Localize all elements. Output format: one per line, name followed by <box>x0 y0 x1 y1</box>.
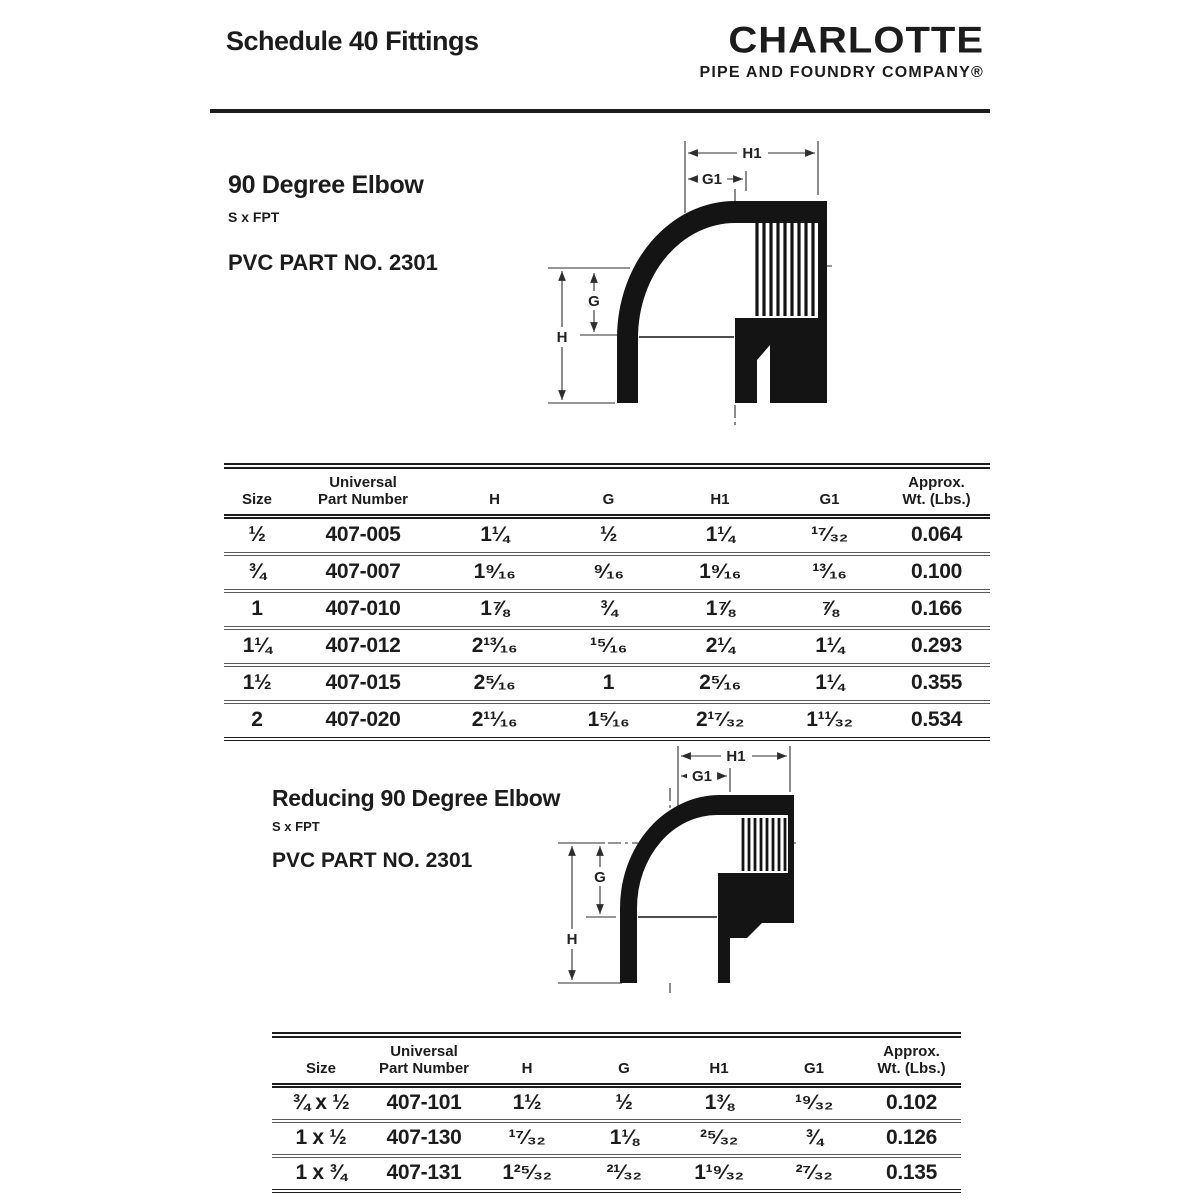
table-cell: 1½ <box>512 1091 542 1115</box>
table-cell: ²¹⁄₃₂ <box>606 1161 642 1185</box>
table-cell: 1⅜ <box>704 1091 734 1115</box>
section-part-number: PVC PART NO. 2301 <box>228 250 438 275</box>
table-cell: ¹³⁄₁₆ <box>812 560 847 584</box>
table-cell: 1¼ <box>815 671 844 695</box>
column-header-part-number: Universal Part Number <box>317 474 409 508</box>
table-cell: ¹⁵⁄₁₆ <box>589 634 628 658</box>
table-cell: 1²⁵⁄₃₂ <box>502 1161 552 1185</box>
table-cell: ½ <box>615 1091 633 1115</box>
table-cell: 2¹³⁄₁₆ <box>471 634 518 658</box>
table-cell: 0.064 <box>910 523 963 547</box>
table-cell: 1 <box>602 671 615 695</box>
section-title-90-degree-elbow: 90 Degree Elbow <box>228 171 424 199</box>
table-cell: 1 x ½ <box>295 1126 347 1150</box>
table-cell: 2¹¹⁄₁₆ <box>471 708 518 732</box>
table-cell: ¹⁹⁄₃₂ <box>794 1091 833 1115</box>
section-title-reducing-90-degree-elbow: Reducing 90 Degree Elbow <box>272 785 561 811</box>
table-cell: 1¼ <box>705 523 735 547</box>
table-cell: 1 <box>251 597 263 621</box>
section-part-number: PVC PART NO. 2301 <box>272 849 473 872</box>
table-cell: 2¼ <box>705 634 735 658</box>
table-cell: 407-010 <box>325 597 401 621</box>
threads-icon <box>757 223 813 316</box>
header-row <box>224 466 990 516</box>
page-title: Schedule 40 Fittings <box>226 26 479 56</box>
logo-subtitle: PIPE AND FOUNDRY COMPANY® <box>699 64 984 81</box>
table-row <box>272 1085 961 1121</box>
dim-label-h1: H1 <box>726 748 746 765</box>
table-cell: 407-020 <box>325 708 401 732</box>
table-cell: ⁹⁄₁₆ <box>593 560 624 584</box>
table-cell: 1⅞ <box>705 597 735 621</box>
table-cell: 2⁵⁄₁₆ <box>699 671 741 695</box>
table-cell: 407-007 <box>325 560 401 584</box>
dim-label-h1: H1 <box>742 145 762 162</box>
table-cell: 1⁹⁄₁₆ <box>473 560 516 584</box>
column-header-g: G <box>602 490 615 508</box>
table-cell: 1¼ <box>815 634 844 658</box>
section-spec: S x FPT <box>272 819 320 834</box>
logo-wordmark: CHARLOTTE <box>728 20 984 62</box>
table-cell: ¾ <box>805 1126 823 1150</box>
table-cell: 407-130 <box>386 1126 462 1150</box>
table-cell: 2¹⁷⁄₃₂ <box>695 708 745 732</box>
column-header-weight: Approx. Wt. (Lbs.) <box>877 1043 946 1077</box>
section-spec: S x FPT <box>228 209 280 225</box>
table-cell: 1½ <box>242 671 272 695</box>
table-cell: 2 <box>251 708 263 732</box>
table-row <box>224 591 990 628</box>
table-cell: ¹⁷⁄₃₂ <box>811 523 848 547</box>
column-header-h1: H1 <box>710 490 730 508</box>
reducing-elbow-technical-drawing <box>550 738 850 1038</box>
table-cell: 1¼ <box>242 634 272 658</box>
dim-label-g1: G1 <box>701 171 723 188</box>
table-cell: 1¹⁹⁄₃₂ <box>694 1161 744 1185</box>
elbow-technical-drawing <box>540 133 840 438</box>
table-cell: 0.293 <box>910 634 963 658</box>
dimensions-table-90-elbow <box>224 463 990 741</box>
table-cell: ²⁵⁄₃₂ <box>700 1126 738 1150</box>
table-cell: ²⁷⁄₃₂ <box>795 1161 833 1185</box>
column-header-g1: G1 <box>803 1059 824 1077</box>
table-cell: 0.135 <box>885 1161 938 1185</box>
table-cell: ¾ <box>248 560 266 584</box>
table-cell: ½ <box>248 523 266 547</box>
table-cell: 0.102 <box>885 1091 938 1115</box>
table-cell: 407-101 <box>386 1091 462 1115</box>
table-cell: 1 x ¾ <box>295 1161 347 1185</box>
table-cell: ⅞ <box>820 597 839 621</box>
table-cell: ¹⁷⁄₃₂ <box>508 1126 546 1150</box>
column-header-part-number: Universal Part Number <box>378 1043 470 1077</box>
dim-label-g: G <box>588 293 600 310</box>
dim-label-g1: G1 <box>691 768 713 785</box>
column-header-h1: H1 <box>709 1059 729 1077</box>
table-row <box>224 702 990 739</box>
table-cell: 1¹¹⁄₃₂ <box>806 708 853 732</box>
table-cell: 0.126 <box>885 1126 938 1150</box>
column-header-weight: Approx. Wt. (Lbs.) <box>902 474 971 508</box>
table-cell: 407-131 <box>386 1161 462 1185</box>
table-cell: 0.100 <box>910 560 963 584</box>
table-row <box>224 628 990 665</box>
table-cell: 1⅛ <box>609 1126 639 1150</box>
header-row <box>272 1035 961 1085</box>
table-cell: ½ <box>599 523 618 547</box>
table-cell: ¾ x ½ <box>292 1091 350 1115</box>
table-row <box>272 1121 961 1156</box>
dim-label-h: H <box>556 329 568 346</box>
table-cell: 407-005 <box>325 523 401 547</box>
column-header-size: Size <box>305 1059 336 1077</box>
column-header-g: G <box>618 1059 630 1077</box>
header-divider <box>210 109 990 113</box>
column-header-g1: G1 <box>819 490 840 508</box>
dimensions-table-reducing-elbow <box>272 1032 961 1193</box>
table-cell: 407-012 <box>325 634 401 658</box>
table-cell: 2⁵⁄₁₆ <box>473 671 516 695</box>
table-cell: 1⁵⁄₁₆ <box>587 708 630 732</box>
table-cell: 1¼ <box>480 523 509 547</box>
column-header-h: H <box>489 490 500 508</box>
dim-label-h: H <box>566 931 578 948</box>
column-header-h: H <box>521 1059 533 1077</box>
table-cell: 0.166 <box>910 597 963 621</box>
dim-label-g: G <box>594 869 606 886</box>
table-row <box>224 516 990 554</box>
table-cell: 407-015 <box>325 671 401 695</box>
table-cell: 1⅞ <box>480 597 509 621</box>
table-row <box>224 665 990 702</box>
company-logo <box>700 22 984 82</box>
table-cell: 1⁹⁄₁₆ <box>699 560 741 584</box>
column-header-size: Size <box>241 490 272 508</box>
table-row <box>272 1156 961 1191</box>
table-cell: 0.534 <box>910 708 963 732</box>
table-cell: ¾ <box>599 597 618 621</box>
table-row <box>224 554 990 591</box>
table-cell: 0.355 <box>910 671 963 695</box>
